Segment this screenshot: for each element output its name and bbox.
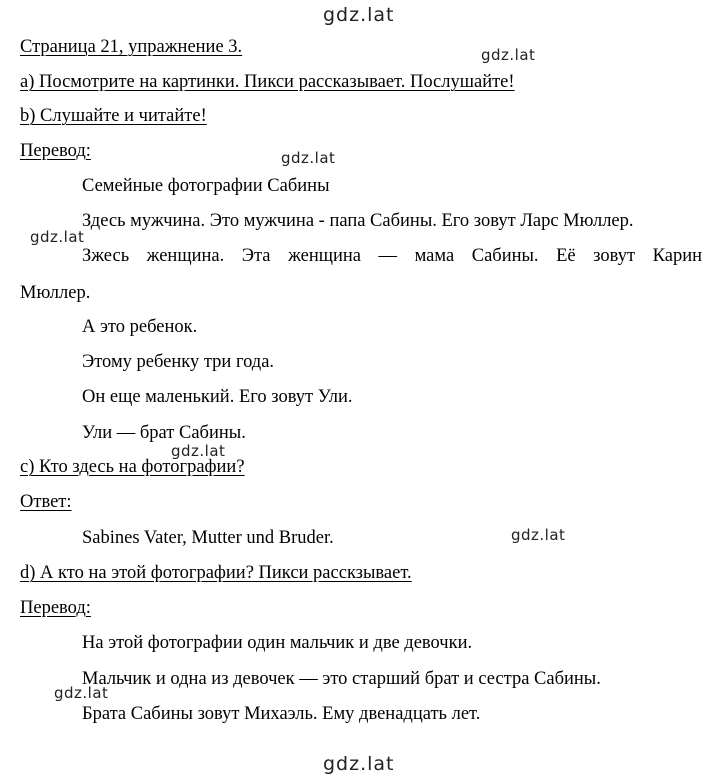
watermark: gdz.lat — [281, 149, 336, 167]
translation-line: Мюллер. — [20, 283, 91, 303]
answer-label: Ответ: — [20, 492, 72, 512]
answer-text: Sabines Vater, Mutter und Bruder. — [82, 528, 334, 548]
translation-label: Перевод: — [20, 141, 91, 161]
translation-line: Ули — брат Сабины. — [82, 423, 246, 443]
translation-line: Зжесь женщина. Эта женщина — мама Сабины. Её зовут Карин — [82, 246, 702, 266]
watermark: gdz.lat — [54, 684, 109, 702]
translation-label: Перевод: — [20, 598, 91, 618]
watermark: gdz.lat — [171, 442, 226, 460]
watermark: gdz.lat — [30, 228, 85, 246]
translation-line: Он еще маленький. Его зовут Ули. — [82, 387, 353, 407]
watermark: gdz.lat — [481, 46, 536, 64]
watermark: gdz.lat — [511, 526, 566, 544]
translation-line: Мальчик и одна из девочек — это старший брат и сестра Сабины. — [82, 669, 601, 689]
translation-line: На этой фотографии один мальчик и две девочки. — [82, 633, 473, 653]
watermark: gdz.lat — [323, 753, 395, 775]
translation-line: А это ребенок. — [82, 317, 198, 337]
task-a: а) Посмотрите на картинки. Пикси рассказывает. Послушайте! — [20, 72, 515, 92]
translation-line: Здесь мужчина. Это мужчина - папа Сабины. Его зовут Ларс Мюллер. — [82, 211, 634, 231]
translation-line: Семейные фотографии Сабины — [82, 176, 330, 196]
translation-line: Этому ребенку три года. — [82, 352, 275, 372]
translation-line: Брата Сабины зовут Михаэль. Ему двенадцать лет. — [82, 704, 481, 724]
watermark: gdz.lat — [323, 4, 395, 26]
task-d: d) А кто на этой фотографии? Пикси расскзывает. — [20, 563, 412, 583]
task-b: b) Слушайте и читайте! — [20, 106, 207, 126]
task-c: с) Кто здесь на фотографии? — [20, 457, 245, 477]
page-heading: Страница 21, упражнение 3. — [20, 37, 243, 57]
